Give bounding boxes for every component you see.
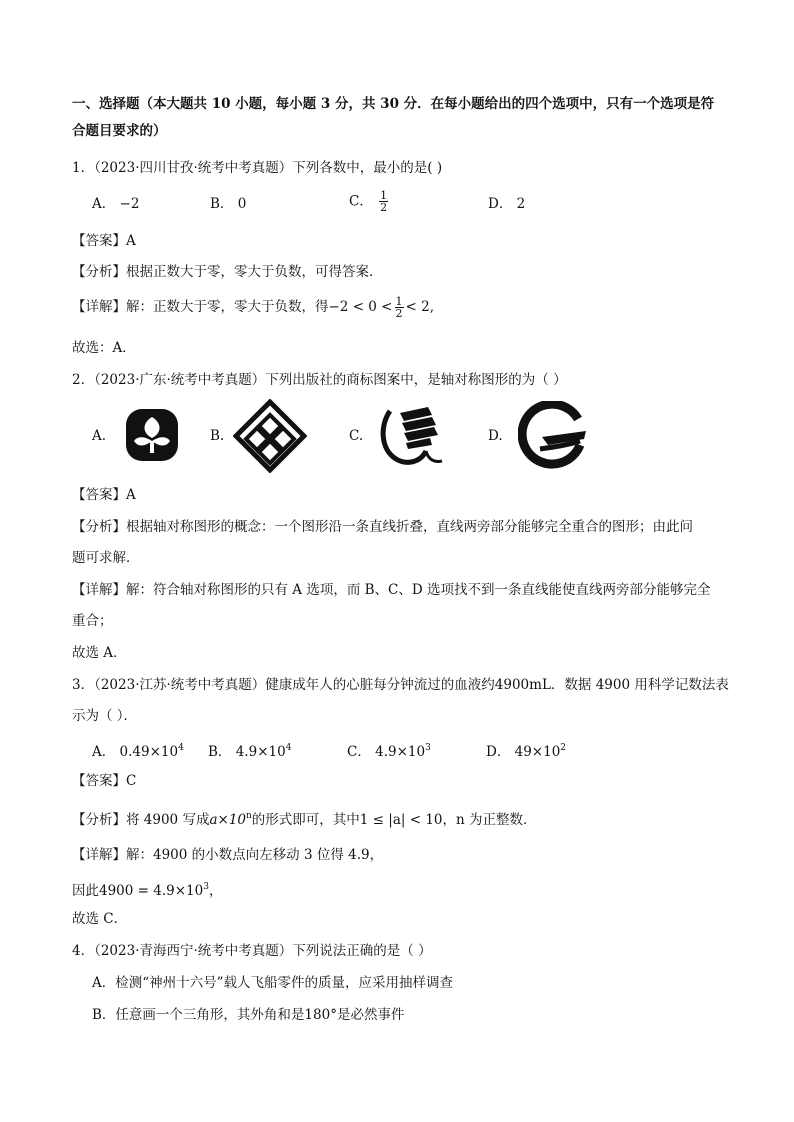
q2-conclusion: 故选 A． (72, 645, 127, 661)
q1-option-c-fraction: $\frac{1}{2}$ (380, 189, 388, 214)
q2-option-d-label: D. (488, 428, 503, 444)
q1-option-c: C． $\frac{1}{2}$ (349, 189, 388, 214)
q2-detail-line2: 重合； (72, 613, 113, 629)
q2-logo-d (518, 401, 590, 471)
q4-option-b: B．任意画一个三角形，其外角和是180°是必然事件 (92, 1007, 405, 1023)
q2-logo-c (376, 403, 448, 469)
q1-detail-fraction: $\frac{1}{2}$ (395, 295, 403, 320)
q3-answer: 【答案】C (72, 773, 137, 789)
q2-logo-b (233, 399, 307, 473)
q2-analysis-line2: 题可求解． (72, 550, 140, 566)
q1-conclusion: 故选：A． (72, 340, 136, 356)
q1-option-d: D． 2 (488, 196, 526, 212)
q2-answer: 【答案】A (72, 487, 136, 503)
q1-stem: 1．（2023·四川甘孜·统考中考真题）下列各数中，最小的是( ) (72, 160, 443, 176)
q3-detail-line1: 【详解】解：4900 的小数点向左移动 3 位得 4.9， (72, 847, 384, 863)
q4-stem: 4．（2023·青海西宁·统考中考真题）下列说法正确的是（ ） (72, 943, 432, 959)
q4-option-a: A．检测“神州十六号”载人飞船零件的质量，应采用抽样调查 (92, 975, 454, 991)
q2-option-c-label: C. (349, 428, 364, 444)
section-heading-line1: 一、选择题（本大题共 10 小题，每小题 3 分，共 30 分．在每小题给出的四个选项中，只有一个选项是符 (72, 96, 715, 112)
q3-stem-line1: 3．（2023·江苏·统考中考真题）健康成年人的心脏每分钟流过的血液约4900mL．数据 4900 用科学记数法表 (72, 677, 729, 693)
q3-conclusion: 故选 C． (72, 911, 128, 927)
q1-answer: 【答案】A (72, 233, 136, 249)
q3-option-a: A． $0.49\times 10^4$ (92, 743, 184, 760)
q3-option-b: B． $4.9\times 10^4$ (208, 743, 292, 760)
q2-stem: 2．（2023·广东·统考中考真题）下列出版社的商标图案中，是轴对称图形的为（ ） (72, 372, 567, 388)
q3-analysis: 【分析】将 4900 写成$a\times 10^n$的形式即可，其中1 ≤ |a| < 10，n 为正整数． (72, 811, 537, 828)
q3-stem-line2: 示为（ ）． (72, 708, 138, 724)
q2-analysis-line1: 【分析】根据轴对称图形的概念：一个图形沿一条直线折叠，直线两旁部分能够完全重合的图形；由此问 (72, 519, 693, 535)
q2-option-b-label: B. (210, 428, 225, 444)
section-heading-line2: 合题目要求的） (72, 123, 167, 139)
q3-option-c: C． $4.9\times 10^3$ (347, 743, 431, 760)
q1-option-a: A． −2 (92, 196, 140, 212)
q2-logo-a (122, 405, 182, 465)
q3-detail-line2: 因此$4900 = 4.9\times 10^3$， (72, 882, 223, 899)
q1-detail: 【详解】解：正数大于零，零大于负数，得−2 < 0 < $\frac{1}{2}$ < 2, (72, 295, 434, 320)
q1-analysis: 【分析】根据正数大于零，零大于负数，可得答案． (72, 264, 383, 280)
q3-option-d: D． $49\times 10^2$ (486, 743, 567, 760)
q2-option-a-label: A. (92, 428, 107, 444)
q1-option-b: B． 0 (210, 196, 247, 212)
q2-detail-line1: 【详解】解：符合轴对称图形的只有 A 选项，而 B、C、D 选项找不到一条直线能使直线两旁部分能够完全 (72, 582, 711, 598)
